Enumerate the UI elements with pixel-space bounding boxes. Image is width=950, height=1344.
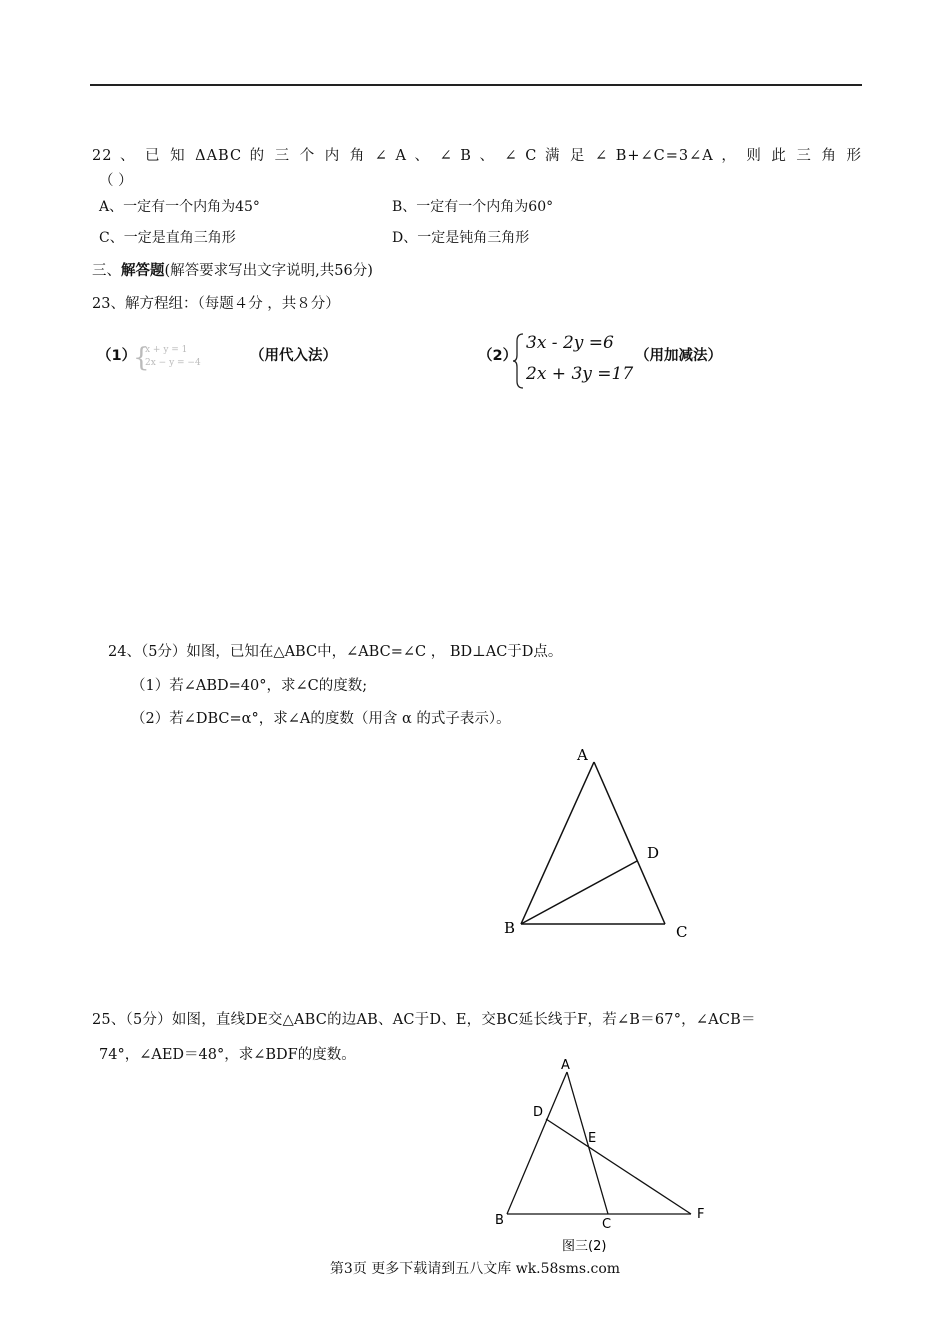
segment-ac bbox=[594, 762, 665, 924]
q23-part1-system bbox=[133, 344, 243, 374]
q23-part2-method: （用加减法） bbox=[635, 348, 722, 364]
q22-option-c: C、一定是直角三角形 bbox=[99, 230, 236, 246]
q24-stem: 24、（5分）如图，已知在△ABC中，∠ABC=∠C ， BD⊥AC于D点。 bbox=[108, 644, 563, 660]
label-c: C bbox=[676, 923, 688, 941]
q22-option-b: B、一定有一个内角为60° bbox=[392, 199, 554, 215]
q25-line2: 74°，∠AED＝48°，求∠BDF的度数。 bbox=[99, 1047, 356, 1063]
q23-part2-eq2: 2x + 3y =17 bbox=[526, 364, 634, 384]
label-a: A bbox=[577, 746, 588, 764]
label-c: C bbox=[602, 1217, 612, 1232]
q22-option-a: A、一定有一个内角为45° bbox=[99, 199, 260, 215]
q22-answer-paren: （ ） bbox=[99, 173, 133, 189]
label-a: A bbox=[561, 1058, 570, 1073]
q25-line1: 25、（5分）如图，直线DE交△ABC的边AB、AC于D、E，交BC延长线于F，若∠B＝67°，∠ACB＝ bbox=[92, 1012, 756, 1028]
q23-stem: 23、解方程组：（每题４分 ，共８分） bbox=[92, 296, 340, 312]
section-title: 解答题 bbox=[121, 263, 165, 279]
segment-ab bbox=[521, 762, 594, 924]
q23-part2-eq1: 3x - 2y =6 bbox=[526, 333, 614, 353]
q23-part1-eq1: x + y = 1 bbox=[145, 345, 188, 355]
q23-part1-eq2: 2x − y = −4 bbox=[145, 358, 201, 368]
segment-bd bbox=[521, 861, 637, 924]
section-heading bbox=[92, 261, 373, 281]
q24-sub1: （1）若∠ABD=40°，求∠C的度数; bbox=[131, 678, 368, 694]
label-f: F bbox=[697, 1207, 705, 1222]
figure-caption: 图三(2) bbox=[562, 1239, 607, 1254]
header-rule bbox=[90, 84, 862, 86]
q23-part1-method: （用代入法） bbox=[250, 348, 337, 364]
q25-triangle-figure bbox=[488, 1052, 718, 1257]
label-e: E bbox=[588, 1131, 597, 1146]
brace-icon: { bbox=[133, 343, 150, 373]
q23-part2-system bbox=[512, 331, 642, 391]
page-footer: 第3页 更多下载请到五八文库 wk.58sms.com bbox=[329, 1261, 621, 1277]
q24-triangle-figure bbox=[495, 740, 705, 950]
q23-part2-label: （2） bbox=[478, 348, 518, 364]
section-prefix: 三、 bbox=[92, 263, 121, 279]
q22-stem: 22 、 已 知 ΔABC 的 三 个 内 角 ∠ A 、 ∠ B 、 ∠ C 满 足 ∠ B+∠C=3∠A ， 则 此 三 角 形 bbox=[92, 148, 862, 164]
q24-sub2: （2）若∠DBC=α°，求∠A的度数（用含 α 的式子表示）。 bbox=[131, 711, 511, 727]
segment-df bbox=[546, 1119, 691, 1214]
label-d: D bbox=[647, 844, 660, 862]
label-d: D bbox=[533, 1105, 544, 1120]
segment-ab bbox=[507, 1072, 567, 1214]
q22-option-d: D、一定是钝角三角形 bbox=[392, 230, 530, 246]
label-b: B bbox=[504, 919, 516, 937]
section-note: (解答要求写出文字说明,共56分) bbox=[164, 263, 373, 279]
q23-part1-label: （1） bbox=[97, 348, 137, 364]
brace-icon bbox=[512, 331, 526, 391]
label-b: B bbox=[495, 1213, 504, 1228]
